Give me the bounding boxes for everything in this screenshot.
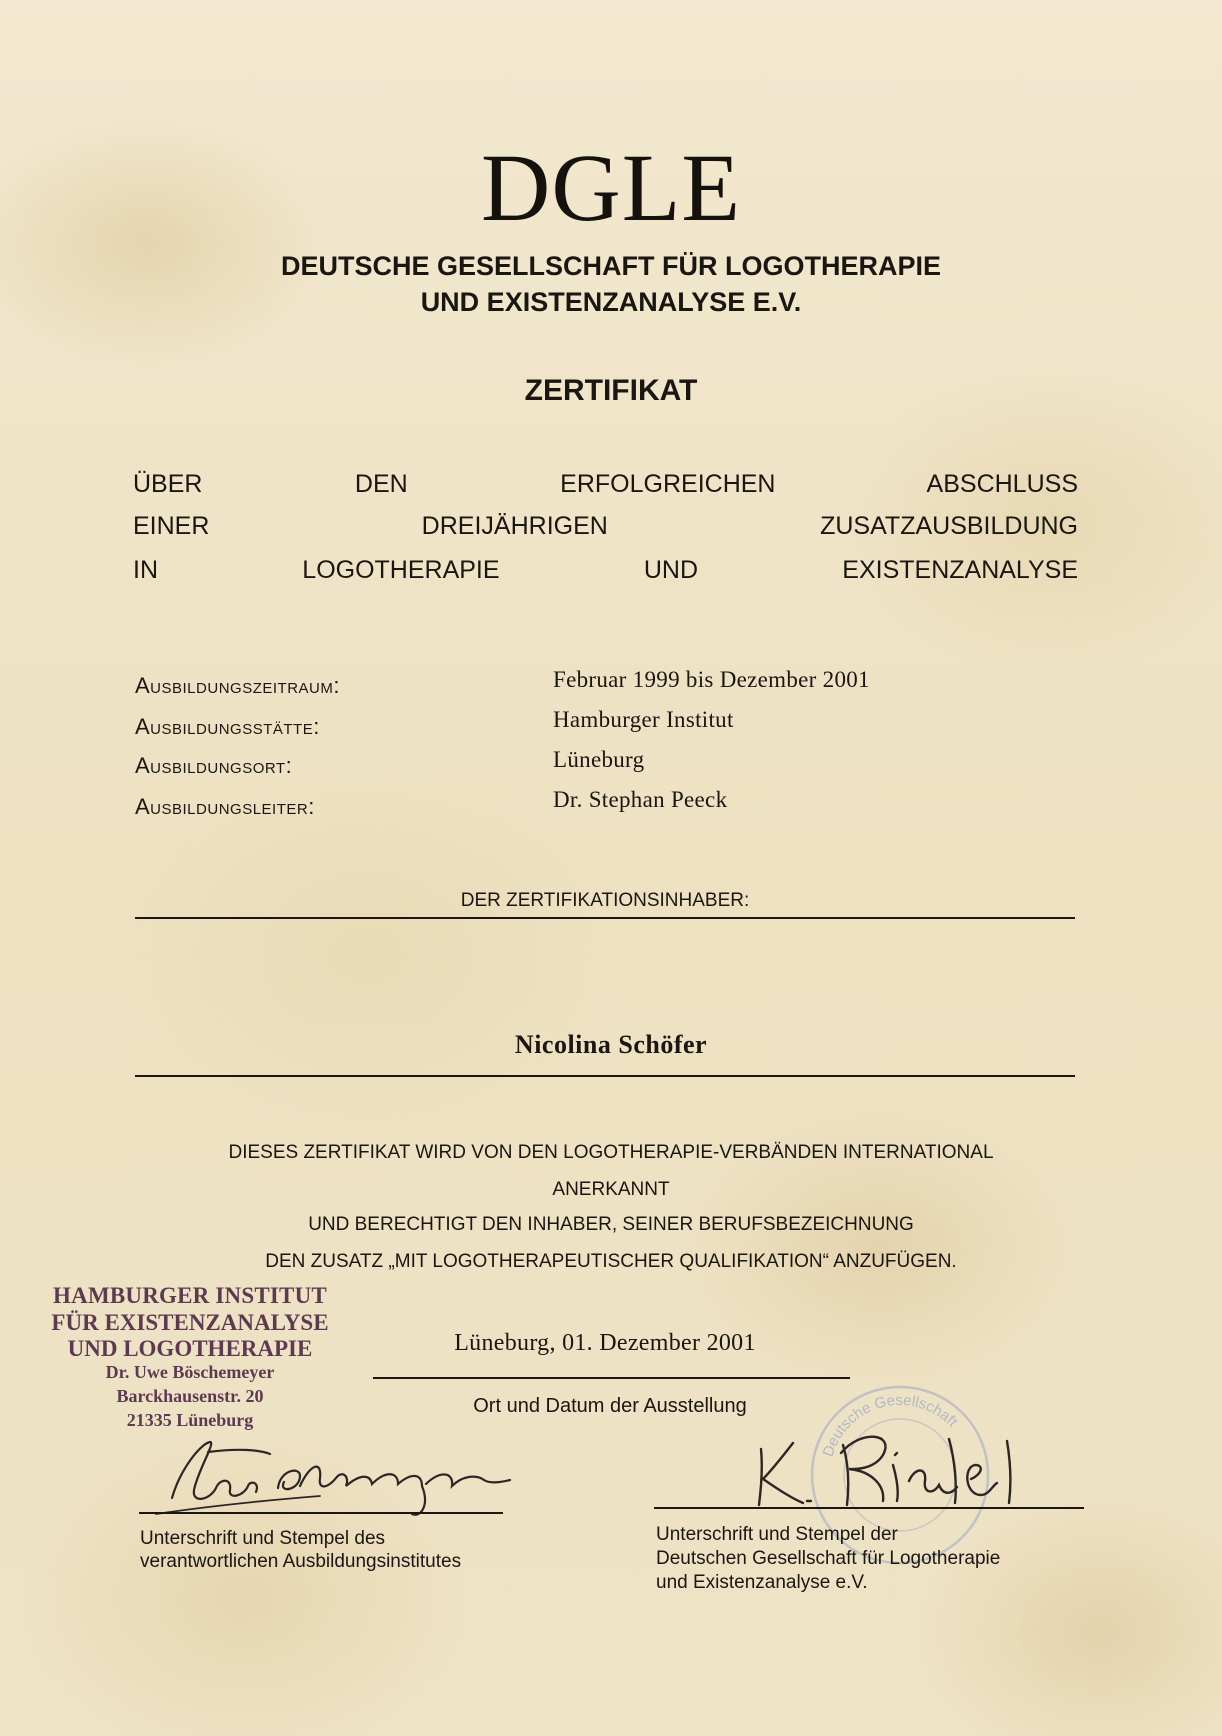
certificate-title: ZERTIFIKAT <box>524 374 698 407</box>
subtitle-line-2: EINER DREIJÄHRIGEN ZUSATZAUSBILDUNG <box>133 512 1078 540</box>
organization-name-line-1: DEUTSCHE GESELLSCHAFT FÜR LOGOTHERAPIE <box>280 251 942 281</box>
recognition-line-4: DEN ZUSATZ „MIT LOGOTHERAPEUTISCHER QUALIFIKATION“ ANZUFÜGEN. <box>265 1251 957 1272</box>
issue-place-date: Lüneburg, 01. Dezember 2001 <box>454 1330 756 1356</box>
detail-value-director: Dr. Stephan Peeck <box>553 787 728 812</box>
subtitle-line-1: ÜBER DEN ERFOLGREICHEN ABSCHLUSS <box>133 470 1078 498</box>
institute-signature-line <box>139 1512 503 1514</box>
holder-divider <box>135 917 1075 919</box>
recognition-line-1: DIESES ZERTIFIKAT WIRD VON DEN LOGOTHERAPIE-VERBÄNDEN INTERNATIONAL <box>228 1142 994 1163</box>
right-signature-caption-line-1: Unterschrift und Stempel der <box>656 1524 898 1545</box>
dgle-signature <box>745 1425 1055 1515</box>
left-signature-caption-line-1: Unterschrift und Stempel des <box>140 1528 386 1549</box>
place-date-underline <box>373 1377 850 1379</box>
detail-label-director: Ausbildungsleiter: <box>135 794 315 819</box>
detail-value-location: Lüneburg <box>553 747 645 772</box>
dgle-logo: DGLE <box>481 134 741 241</box>
holder-label: DER ZERTIFIKATIONSINHABER: <box>460 890 750 911</box>
recognition-line-2: ANERKANNT <box>552 1179 670 1200</box>
organization-name-line-2: UND EXISTENZANALYSE E.V. <box>420 287 802 317</box>
detail-label-period: Ausbildungszeitraum: <box>135 673 340 698</box>
left-signature-caption-line-2: verantwortlichen Ausbildungsinstitutes <box>140 1551 462 1572</box>
detail-value-institute: Hamburger Institut <box>553 707 734 732</box>
institute-stamp-line-2: FÜR EXISTENZANALYSE <box>51 1310 329 1335</box>
institute-stamp-line-3: UND LOGOTHERAPIE <box>67 1336 313 1361</box>
institute-stamp-line-5: Barckhausenstr. 20 <box>116 1386 264 1406</box>
subtitle-line-3: IN LOGOTHERAPIE UND EXISTENZANALYSE <box>133 556 1078 584</box>
detail-value-period: Februar 1999 bis Dezember 2001 <box>553 667 870 692</box>
institute-stamp-line-6: 21335 Lüneburg <box>126 1410 254 1430</box>
institute-stamp-line-1: HAMBURGER INSTITUT <box>53 1283 327 1308</box>
institute-signature <box>150 1430 540 1520</box>
name-underline <box>135 1075 1075 1077</box>
dgle-signature-line <box>654 1507 1084 1509</box>
issue-place-date-label: Ort und Datum der Ausstellung <box>473 1395 747 1417</box>
detail-label-location: Ausbildungsort: <box>135 753 293 778</box>
seal-text: Deutsche Gesellschaft <box>819 1391 961 1459</box>
right-signature-caption-line-2: Deutschen Gesellschaft für Logotherapie <box>656 1548 1001 1569</box>
recognition-line-3: UND BERECHTIGT DEN INHABER, SEINER BERUFSBEZEICHNUNG <box>308 1214 914 1235</box>
detail-label-institute: Ausbildungsstätte: <box>135 714 320 739</box>
right-signature-caption-line-3: und Existenzanalyse e.V. <box>656 1572 868 1593</box>
institute-stamp-line-4: Dr. Uwe Böschemeyer <box>105 1362 275 1382</box>
holder-name: Nicolina Schöfer <box>514 1030 708 1059</box>
